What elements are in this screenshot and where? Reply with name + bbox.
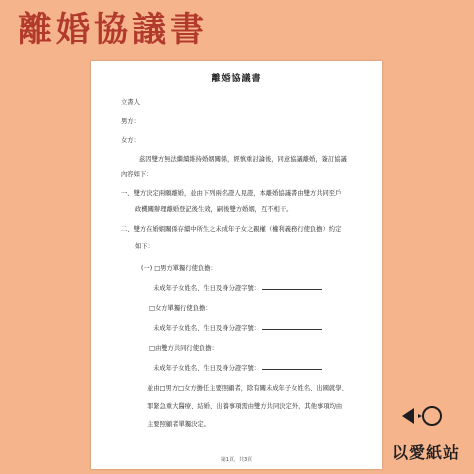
document-page: [91, 61, 382, 469]
closing-line-2: [147, 401, 342, 410]
custody-option-female: □女方單獨行使負擔：: [149, 305, 212, 312]
intro-line-1: 茲因雙方無法繼續維持婚姻關係，經慎重討論後，同意協議離婚，簽訂協議: [139, 156, 347, 163]
fill-blank: [262, 324, 322, 330]
child-info-line-1: [153, 283, 322, 292]
closing-line-1: 並由□男方□女方擔任主要照顧者，除有關未成年子女姓名、出國就學、: [147, 385, 348, 392]
child-info-line-3: [153, 363, 322, 372]
clause-1-line-1: 一、雙方決定兩願離婚，並由下列兩名證人見證，本離婚協議書由雙方共同至戶: [121, 190, 342, 197]
female-party-label: 女方：: [121, 137, 140, 144]
banner-title: 離婚協議書: [18, 10, 208, 50]
closing-line-2-prefix: 罪緊急: [147, 403, 166, 410]
child-info-line-2: [153, 323, 322, 332]
clause-1-line-2: 政機關辦理離婚登記後生效，嗣後雙方婚姻，互不相干。: [135, 206, 293, 213]
closing-line-2-text: 重大醫療、結婚、出養事項需由雙方共同決定外，其他事項均由: [165, 403, 343, 410]
custody-option-joint: □由雙方共同行使負擔：: [149, 345, 218, 352]
clause-2-line-2: 如下：: [135, 243, 154, 250]
party-heading: 立書人: [121, 99, 140, 106]
custody-option-male: (一) □男方單獨行使負擔：: [141, 265, 217, 272]
fill-blank: [262, 364, 322, 370]
page-footer: 第1頁，共3頁: [220, 457, 253, 463]
clause-2-line-1: 二、雙方在婚姻關係存續中所生之未成年子女之親權（權利義務行使負擔）約定: [121, 226, 342, 233]
brand-logo-text: 以愛紙站: [392, 443, 461, 462]
child-info-label: 未成年子女姓名、生日及身分證字號：: [153, 365, 261, 372]
document-title: 離婚協議書: [211, 74, 262, 84]
child-info-label: 未成年子女姓名、生日及身分證字號：: [153, 325, 261, 332]
intro-line-2: 內容如下：: [121, 171, 153, 178]
closing-line-3: 主要照顧者單獨決定。: [147, 421, 210, 428]
child-info-label: 未成年子女姓名、生日及身分證字號：: [153, 285, 261, 292]
fill-blank: [262, 284, 322, 290]
male-party-label: 男方：: [121, 118, 140, 125]
